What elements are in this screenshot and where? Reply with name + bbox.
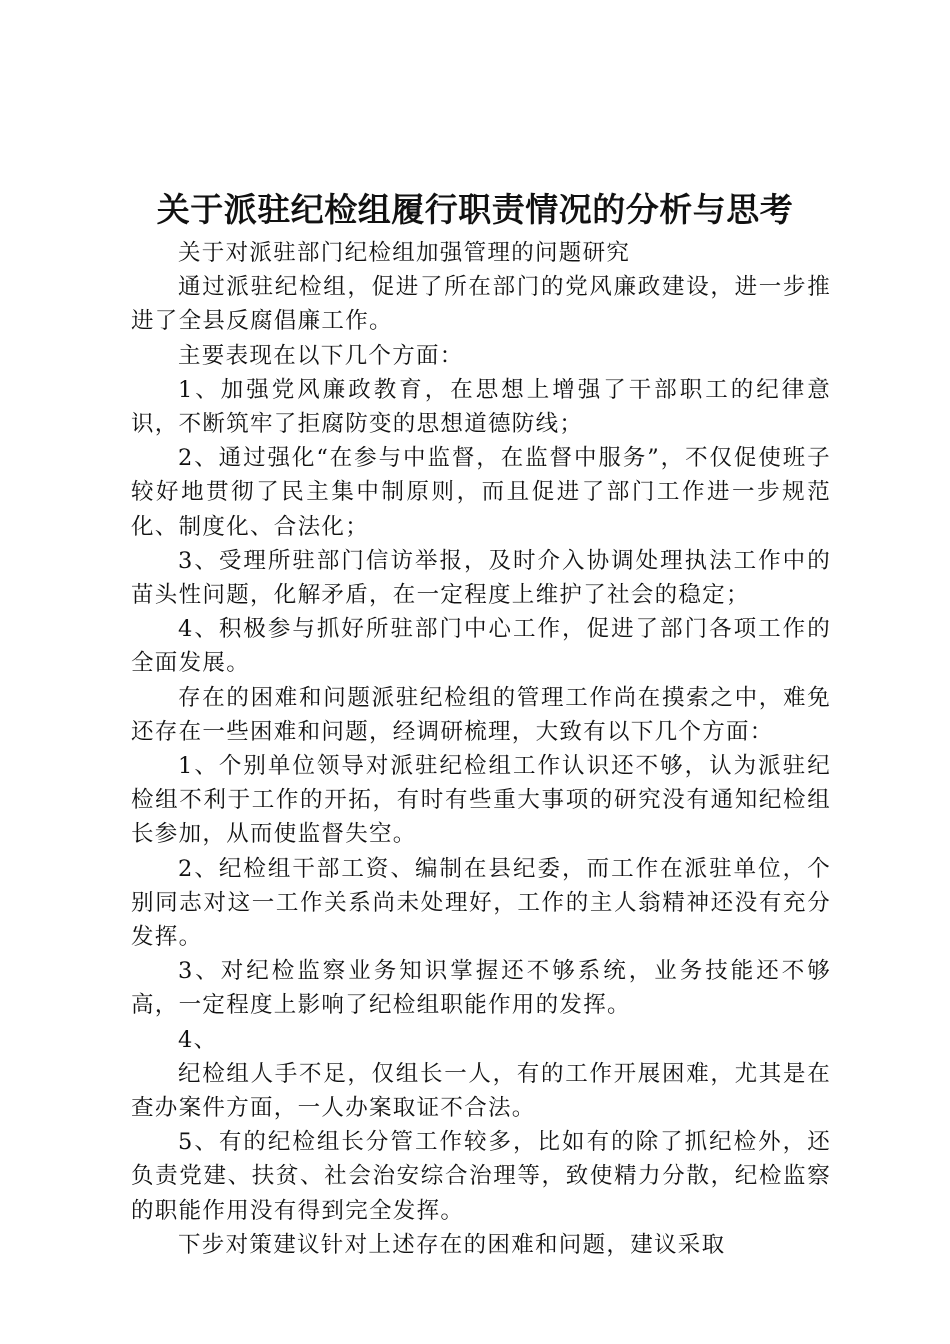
paragraph: 1、个别单位领导对派驻纪检组工作认识还不够，认为派驻纪检组不利于工作的开拓，有时有些重大事项的研究没有通知纪检组长参加，从而使监督失空。 <box>131 753 831 848</box>
paragraph: 3、对纪检监察业务知识掌握还不够系统，业务技能还不够高，一定程度上影响了纪检组职能作用的发挥。 <box>131 958 831 1019</box>
paragraph: 纪检组人手不足，仅组长一人，有的工作开展困难，尤其是在查办案件方面，一人办案取证不合法。 <box>131 1060 831 1122</box>
paragraph: 4、 <box>178 1026 218 1053</box>
document-body <box>131 236 831 1262</box>
paragraph: 5、有的纪检组长分管工作较多，比如有的除了抓纪检外，还负责党建、扶贫、社会治安综合治理等，致使精力分散，纪检监察的职能作用没有得到完全发挥。 <box>131 1129 831 1224</box>
paragraph: 2、纪检组干部工资、编制在县纪委，而工作在派驻单位，个别同志对这一工作关系尚未处理好，工作的主人翁精神还没有充分发挥。 <box>131 855 831 951</box>
paragraph: 通过派驻纪检组，促进了所在部门的党风廉政建设，进一步推进了全县反腐倡廉工作。 <box>131 274 831 335</box>
paragraph: 主要表现在以下几个方面： <box>178 342 464 369</box>
paragraph: 存在的困难和问题派驻纪检组的管理工作尚在摸索之中，难免还存在一些困难和问题，经调研梳理，大致有以下几个方面： <box>131 684 831 745</box>
document-title: 关于派驻纪检组履行职责情况的分析与思考 <box>156 190 794 229</box>
paragraph: 3、受理所驻部门信访举报，及时介入协调处理执法工作中的苗头性问题，化解矛盾，在一定程度上维护了社会的稳定； <box>131 547 831 609</box>
paragraph: 4、积极参与抓好所驻部门中心工作，促进了部门各项工作的全面发展。 <box>131 616 831 677</box>
paragraph: 下步对策建议针对上述存在的困难和问题，建议采取 <box>178 1231 726 1258</box>
paragraph: 关于对派驻部门纪检组加强管理的问题研究 <box>178 240 631 266</box>
paragraph: 1、加强党风廉政教育，在思想上增强了干部职工的纪律意识，不断筑牢了拒腐防变的思想道德防线； <box>131 376 831 438</box>
paragraph: 2、通过强化“在参与中监督，在监督中服务”，不仅促使班子较好地贯彻了民主集中制原则，而且促进了部门工作进一步规范化、制度化、合法化； <box>131 445 831 540</box>
